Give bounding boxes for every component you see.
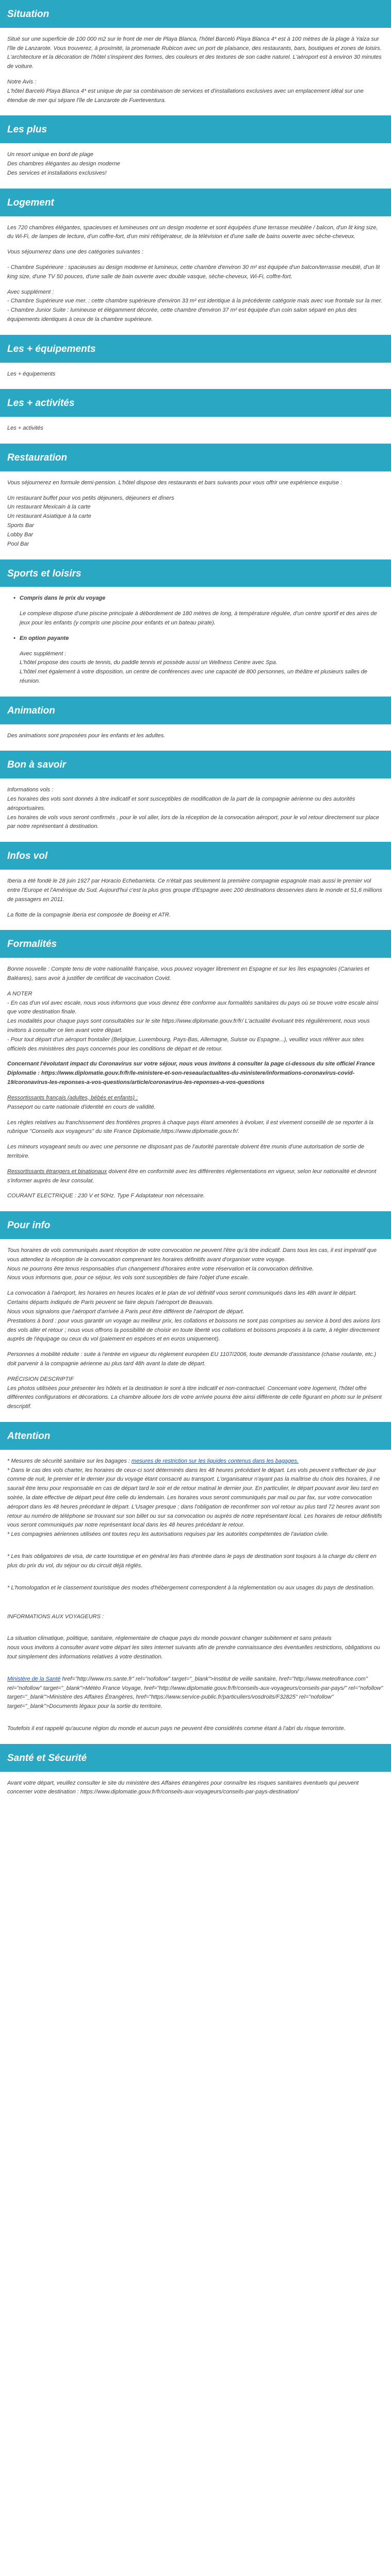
section-body-equipements: [0, 363, 391, 389]
section-title-restauration: Restauration: [0, 444, 391, 471]
flight-info-text: Les horaires des vols sont donnés à titre indicatif et sont susceptibles de modification de la part de la compagnie aérienne ou des autorités aéroportuaires.: [7, 796, 355, 811]
attention-terrorism: Toutefois il est rappelé qu'aucune région du monde et aucun pays ne peuvent être considérés comme étant à l'abri du risque terroriste.: [7, 1725, 346, 1732]
attention-links-text: href="http://www.rrs.sante.fr" rel="nofollow" target="_blank">Institut de veille sanitaire, href="http://www.meteofrance.com" rel="nofollow" target="_blank">Météo France Voyage, href="http://www.diplomatie.gouv.fr/fr/conseils-aux-voyageurs/conseils-par-pays/" rel="nofollow" target="_blank">Ministère des Affaires Étrangères, href="https://www.service-public.fr/particuliers/vosdroits/F32825" rel="nofollow" target="_blank">Documents légaux pour la sortie du territoire.: [7, 1675, 383, 1710]
formalites-borders: Les règles relatives au franchissement des frontières propres à chaque pays étant amenées à évoluer, il est vivement conseillé de se reporter à la rubrique "Conseils aux voyageurs" du site France Diplomatie,https://www.diplomatie.gouv.fr/.: [7, 1119, 373, 1135]
pour-info-pmr: Personnes à mobilité réduite : suite à l'entrée en vigueur du règlement européen EU 1107/2006, toute demande d'assistance (chaise roulante, etc.) doit parvenir à la compagnie aérienne au plus tard 48h avant la date de départ.: [7, 1351, 377, 1367]
section-body-logement: [0, 216, 391, 335]
plus-list: [7, 150, 384, 178]
formalites-french: [7, 1094, 384, 1112]
sante-text: Avant votre départ, veuillez consulter le site du ministère des Affaires étrangères pour connaître les risques sanitaires éventuels qui peuvent concerner votre destination : https://www.diplomatie.gouv.fr/fr/conseils-aux-voyageurs/conseils-par-pays-destination/: [7, 1780, 359, 1795]
section-body-bon-a-savoir: [0, 778, 391, 842]
section-title-activites: Les + activités: [0, 389, 391, 417]
attention-airlines: * Les compagnies aériennes utilisées ont toutes reçu les autorisations requises par les autorités compétentes de l'aviation civile.: [7, 1531, 329, 1538]
precision-text: Les photos utilisées pour présenter les hôtels et la destination le sont à titre indicatif et non-contractuel. Concernant votre logement, l'hôtel offre différentes configurations et décorations. La chambre allouée lors de votre arrivée pourra être ainsi différente de celle figurant en photo sur le présent descriptif.: [7, 1385, 382, 1410]
situation-opinion: [7, 78, 384, 105]
section-body-restauration: [0, 471, 391, 560]
supplement-junior-suite: - Chambre Junior Suite : lumineuse et élégamment décorée, cette chambre d'environ 37 m² est équipée d'un coin salon séparé en plus des équipements identiques à ceux de la chambre supérieure.: [7, 307, 357, 323]
restaurant-item: Sports Bar: [7, 522, 34, 529]
restaurant-item: Un restaurant buffet pour vos petits déjeuners, déjeuners et dîners: [7, 495, 174, 501]
foreigners-text: doivent être en conformité avec les différentes réglementations en vigueur, selon leur nationalité et devront s'informer auprès de leur consulat.: [7, 1168, 377, 1184]
restauration-intro: Vous séjournerez en formule demi-pension. L'hôtel dispose des restaurants et bars suivants pour vous offrir une expérience exquise :: [7, 479, 343, 486]
activites-text: Les + activités: [7, 425, 44, 432]
section-title-animation: Animation: [0, 697, 391, 724]
pour-info-text: Nous vous informons que, pour ce séjour, les vols sont susceptibles de faire l'objet d'une escale.: [7, 1275, 249, 1281]
section-body-attention: [0, 1450, 391, 1744]
airline-fleet: La flotte de la compagnie Iberia est composée de Boeing et ATR.: [7, 911, 171, 918]
opinion-text: L'hôtel Barceló Playa Blanca 4* est unique de par sa combinaison de services et d'installations exclusives avec un emplacement idéal sur une étendue de mer qui sépare l'île de Lanzarote de Fuerteventura.: [7, 88, 364, 104]
restaurant-item: Pool Bar: [7, 540, 29, 547]
animation-text: Des animations sont proposées pour les enfants et les adultes.: [7, 732, 166, 739]
travellers-invite: nous vous invitons à consulter avant votre départ les sites Internet suivants afin de prendre connaissance des éventuelles restrictions, obligations ou tout simplement des informations relatives à votre destination.: [7, 1645, 380, 1660]
logement-intro: Les 720 chambres élégantes, spacieuses et lumineuses ont un design moderne et sont équipées d'une terrasse meublée / balcon, d'un lit king size, du Wi-Fi, de lampes de lecture, d'un coffre-fort, d'un mini réfrigérateur, de la télévision et d'une salle de bains ouverte avec sèche-cheveux.: [7, 224, 378, 240]
pour-info-block-1: [7, 1246, 384, 1283]
attention-classification: * L'homologation et le classement touristique des modes d'hébergement correspondent à la réglementation ou aux usages du pays de destination.: [7, 1584, 374, 1591]
formalites-note: [7, 990, 384, 1054]
ministere-sante-link[interactable]: Ministère de la Santé: [7, 1675, 61, 1682]
section-title-bon-a-savoir: Bon à savoir: [0, 751, 391, 778]
section-title-sports: Sports et loisirs: [0, 560, 391, 587]
section-body-activites: [0, 417, 391, 444]
flight-info-label: Informations vols :: [7, 787, 54, 793]
section-title-sante: Santé et Sécurité: [0, 1744, 391, 1772]
sports-list: [7, 634, 384, 643]
restaurant-item: Lobby Bar: [7, 531, 34, 538]
pour-info-text: Nous ne pourrons être tenus responsables d'un changement d'horaires entre votre réservation et la convocation définitive.: [7, 1265, 314, 1272]
note-modalites: Les modalités pour chaque pays sont consultables sur le site https://www.diplomatie.gouv.fr/fr/ L'actualité évoluant très régulièrement, nous vous invitons à consulter ce lien avant votre départ.: [7, 1018, 370, 1034]
attention-travellers-label: INFORMATIONS AUX VOYAGEURS :: [7, 1613, 104, 1620]
restaurant-item: Un restaurant Asiatique à la carte: [7, 513, 91, 520]
french-nationals-label: Ressortissants français (adultes, bébés et enfants) :: [7, 1094, 138, 1101]
pour-info-text: Tous horaires de vols communiqués avant réception de votre convocation ne peuvent l'être qu'à titre indicatif. Dans tous les cas, il est impératif que vous attendiez la réception de la convocation comprenant les horaires définitifs avant d'organiser votre voyage.: [7, 1247, 377, 1263]
section-body-animation: [0, 724, 391, 751]
travellers-situation: La situation climatique, politique, sanitaire, réglementaire de chaque pays du monde pouvant changer subitement et sans préavis: [7, 1635, 332, 1642]
section-title-logement: Logement: [0, 189, 391, 216]
french-nationals-text: Passeport ou carte nationale d'identité en cours de validité.: [7, 1104, 156, 1110]
section-body-pour-info: [0, 1239, 391, 1422]
section-title-formalites: Formalités: [0, 930, 391, 958]
plus-item: Des services et installations exclusives!: [7, 170, 107, 176]
pour-info-text: La convocation à l'aéroport, les horaires en heures locales et le plan de vol définitif vous seront communiqués dans les 48h avant le départ.: [7, 1290, 357, 1297]
formalites-coronavirus: Concernant l'évolutant impact du Coronavirus sur votre séjour, nous vous invitons à consulter la page ci-dessous du site officiel France Diplomatie : https://www.diplomatie.gouv.fr/fr/le-ministere-et-son-reseau/actualites-du-ministere/informations-coronavirus-covid-19/coronavirus-les-reponses-a-vos-questions/article/coronavirus-les-reponses-a-vos-questions: [7, 1061, 375, 1086]
paid-label: Avec supplément :: [20, 650, 67, 657]
situation-paragraph: Situé sur une superficie de 100 000 m2 sur le front de mer de Playa Blanca, l'hôtel Barceló Playa Blanca 4* est à 100 mètres de la plage à Yaiza sur l'île de Lanzarote. Vous trouverez, à proximité, la promenade Rubicon avec un port de plaisance, des restaurants, bars, boutiques et zones de loisirs. L'architecture et la décoration de l'hôtel s'inspirent des formes, des couleurs et des textures de son cadre naturel. L'aéroport est à environ 30 minutes de voiture.: [7, 36, 382, 70]
section-body-formalites: [0, 958, 391, 1211]
sports-included-text: Le complexe dispose d'une piscine principale à débordement de 180 mètres de long, à température régulée, d'un centre sportif et des aires de jeux pour les enfants (y compris une piscine pour enfants et un bateau pirate).: [20, 611, 377, 626]
restaurant-item: Un restaurant Mexicain à la carte: [7, 504, 91, 511]
pour-info-text: Prestations à bord : pour vous garantir un voyage au meilleur prix, les collations et boissons ne sont pas comprises au service à bord des avions lors des vols aller et retour ; nous vous offrons la possibilité de choisir en toute liberté vos collations et boissons proposés à la carte, à régler directement auprès de l'équipage ou ceux du vol (paiement en espèces et en euros uniquement).: [7, 1317, 381, 1343]
attention-block: [7, 1457, 384, 1539]
pour-info-precision: [7, 1375, 384, 1412]
formalites-good-news: Bonne nouvelle : Compte tenu de votre nationalité française, vous pouvez voyager librement en Espagne et sur les îles espagnoles (Canaries et Baléares), sans avoir à justifier de certificat de vaccination Covid.: [7, 966, 369, 981]
section-title-infos-vol: Infos vol: [0, 842, 391, 870]
note-escale: - En cas d'un vol avec escale, nous vous informons que vous devrez être conforme aux formalités sanitaires du pays où se trouve votre escale ainsi que votre destination finale.: [7, 999, 379, 1015]
logement-supplement: [7, 288, 384, 325]
attention-charter: * Dans le cas des vols charter, les horaires de ceux-ci sont déterminés dans les 48 heures précédant le départ. Les vols peuvent s'effectuer de jour comme de nuit, le premier et le dernier jour du voyage étant consacré au transport. L'organisateur n'ayant pas la maîtrise du choix des horaires, il ne saurait être tenu pour responsable en cas de départ tard le soir et de retour matinal le dernier jour. En particulier, le départ pouvant avoir lieu tard en soirée, la date effective de départ peut être celle du lendemain. Les horaires vous seront communiqués par mail ou par fax, sur votre convocation aéroport dans les 48 heures précédant le départ. L'Usager presque ; dans l'obligation de reconfirmer son vol retour au plus tard 72 heures avant son retour au numéro de téléphone se trouvant sur son billet ou sur sa convocation ou auprès de notre représentant local. Les horaires de retour définitifs vous seront communiqués par notre représentant local dans les 48 heures précédant le retour.: [7, 1467, 382, 1529]
pour-info-text: Certains départs indiqués de Paris peuvent se faire depuis l'aéroport de Beauvais.: [7, 1299, 214, 1306]
section-body-plus: [0, 143, 391, 188]
section-body-infos-vol: [0, 870, 391, 930]
formalites-minors: Les mineurs voyageant seuls ou avec une personne ne disposant pas de l'autorité parentale doivent être munis d'une autorisation de sortie de territoire.: [7, 1144, 365, 1159]
baggage-label: * Mesures de sécurité sanitaire sur les bagages :: [7, 1458, 132, 1464]
attention-travellers-info: [7, 1634, 384, 1662]
paid-conference: L'hôtel met également à votre disposition, un centre de conférences avec une capacité de 800 personnes, un théâtre et plusieurs salles de réunion.: [20, 669, 368, 685]
pour-info-block-2: [7, 1289, 384, 1344]
foreigners-label: Ressortissants étrangers et binationaux: [7, 1168, 107, 1175]
formalites-electric: COURANT ELECTRIQUE : 230 V et 50Hz. Type F Adaptateur non nécessaire.: [7, 1193, 205, 1199]
sports-paid-text: [7, 650, 384, 686]
liquids-restriction-link[interactable]: mesures de restriction sur les liquides contenus dans les bagages.: [131, 1458, 299, 1464]
equipements-text: Les + équipements: [7, 370, 56, 377]
note-frontalier: - Pour tout départ d'un aéroport frontalier (Belgique, Luxembourg, Pays-Bas, Allemagne, Suisse ou Espagne...), veuillez vous référer aux sites officiels des ministères des pays concernés pour les conditions de départ et de retour.: [7, 1036, 364, 1052]
airline-history: Iberia a été fondé le 28 juin 1927 par Horacio Echebarrieta. Ce n'était pas seulement la première compagnie espagnole mais aussi le premier vol entre l'Europe et l'Amérique du Sud. Aujourd'hui c'est la plus gros groupe d'Espagne avec 200 destinations desservies dans le monde et 51,6 millions de passagers en 2011.: [7, 878, 382, 903]
opinion-label: Notre Avis :: [7, 79, 37, 86]
section-body-sante: [0, 1772, 391, 1808]
formalites-foreigners: [7, 1167, 384, 1186]
plus-item: Un resort unique en bord de plage: [7, 151, 93, 158]
note-label: A NOTER: [7, 990, 32, 997]
supplement-vue-mer: - Chambre Supérieure vue mer. : cette chambre supérieure d'environ 33 m² est identique à la précédente catégorie mais avec vue frontale sur la mer.: [7, 298, 383, 304]
precision-label: PRÉCISION DESCRIPTIF: [7, 1376, 74, 1382]
plus-item: Des chambres élégantes au design moderne: [7, 161, 120, 167]
flight-info-confirm: Les horaires de vols vous seront confirmés , pour le vol aller, lors de la réception de la convocation aéroport, pour le vol retour directement sur place par notre représentant à destination.: [7, 814, 379, 830]
sports-paid-title: • En option payante: [13, 634, 384, 643]
logement-categories-label: Vous séjournerez dans une des catégories suivantes :: [7, 249, 143, 256]
section-body-sports: [0, 587, 391, 697]
section-title-attention: Attention: [0, 1422, 391, 1450]
attention-links: [7, 1675, 384, 1711]
paid-tennis: L'hôtel propose des courts de tennis, du paddle tennis et possède aussi un Wellness Centre avec Spa.: [20, 659, 278, 666]
attention-visa: * Les frais obligatoires de visa, de carte touristique et en général les frais d'entrée dans le pays de destination sont toujours à la charge du client en plus du prix du vol, du séjour ou du circuit déjà réglés.: [7, 1553, 377, 1569]
restauration-list: [7, 494, 384, 549]
supplement-label: Avec supplément :: [7, 289, 54, 295]
pour-info-text: Nous vous signalons que l'aéroport d'arrivée à Paris peut être différent de l'aéroport de départ.: [7, 1308, 245, 1315]
sports-list: [7, 594, 384, 603]
section-title-equipements: Les + équipements: [0, 335, 391, 363]
logement-superieure: - Chambre Supérieure : spacieuses au design moderne et lumineux, cette chambre d'environ 30 m² est équipée d'un balcon/terrasse meublé, d'un lit king size, d'une TV 50 pouces, d'une salle de bain ouverte avec double vasque, sèche-cheveux, Wi-Fi, coffre-fort.: [7, 264, 380, 280]
section-title-situation: Situation: [0, 0, 391, 28]
attention-baggage: [7, 1457, 384, 1466]
section-title-pour-info: Pour info: [0, 1211, 391, 1239]
section-title-plus: Les plus: [0, 115, 391, 143]
bon-a-savoir-text: [7, 786, 384, 832]
section-body-situation: [0, 28, 391, 116]
sports-included-title: • Compris dans le prix du voyage: [13, 594, 384, 603]
